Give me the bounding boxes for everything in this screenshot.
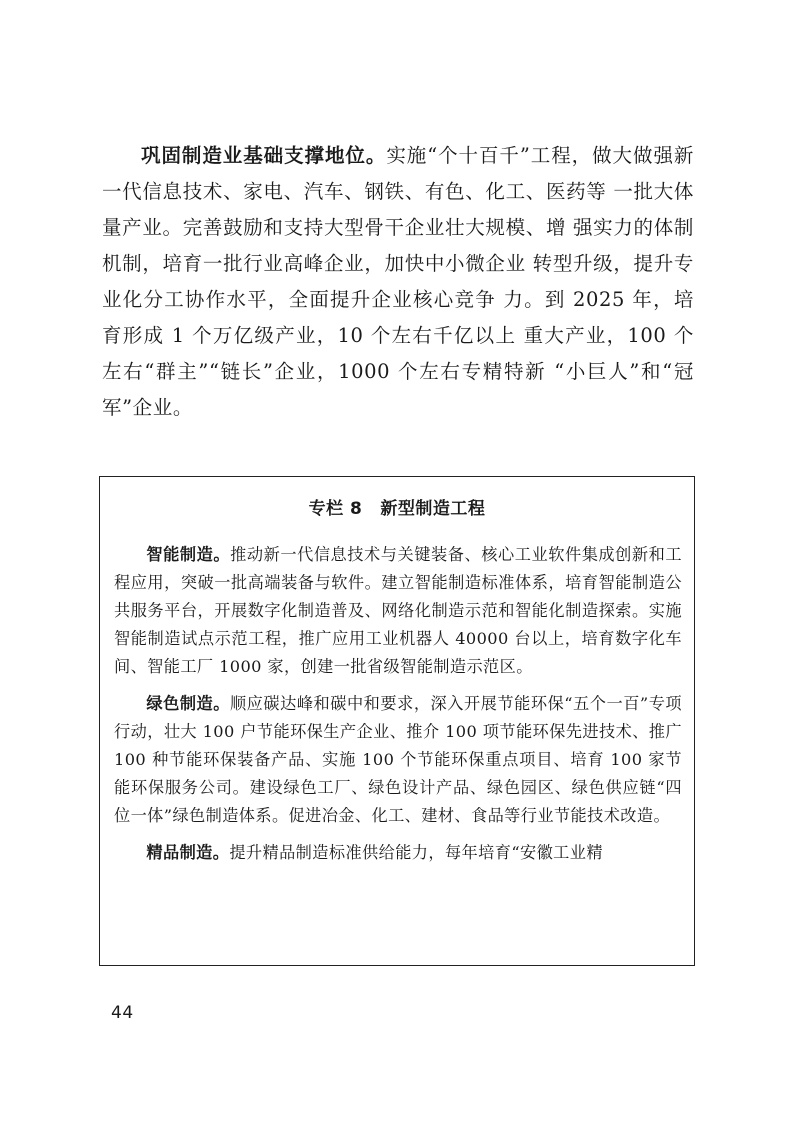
box-title-text: 新型制造工程	[380, 499, 486, 519]
box-item-lead: 智能制造。	[146, 545, 231, 564]
box-item-lead: 精品制造。	[146, 843, 230, 862]
page-number: 44	[111, 1003, 134, 1023]
paragraph-lead: 巩固制造业基础支撑地位。	[141, 144, 387, 167]
box-title-number: 专栏 8	[308, 499, 363, 519]
box-item-text: 顺应碳达峰和碳中和要求，深入开展节能环保“五个一百”专项行动，壮大 100 户节能环保生产企业、推介 100 项节能环保先进技术、推广 100 种节能环保装备产品、实施 100 个节能环保重点项目、培育 100 家节能环保服务公司。建设绿色工厂、绿色设计产品、绿色园区、绿色供应链“四位一体”绿色制造体系。促进冶金、化工、建材、食品等行业节能技术改造。	[114, 694, 683, 825]
box-item-lead: 绿色制造。	[146, 694, 230, 713]
box-title	[100, 494, 694, 519]
box-item-text: 提升精品制造标准供给能力，每年培育“安徽工业精	[229, 843, 603, 862]
box-item-quality	[114, 839, 682, 867]
body-text	[102, 138, 694, 426]
column-box	[99, 476, 695, 966]
paragraph-text: 实施“个十百千”工程，做大做强新一代信息技术、家电、汽车、钢铁、有色、化工、医药等 一批大体量产业。完善鼓励和支持大型骨干企业壮大规模、增 强实力的体制机制，培育一批行业高峰企业，加快中小微企业 转型升级，提升专业化分工协作水平，全面提升企业核心竞争 力。到 2025 年，培育形成 1 个万亿级产业，10 个左右千亿以上 重大产业，100 个左右“群主”“链长”企业，1000 个左右专精特新 “小巨人”和“冠军”企业。	[102, 144, 694, 419]
box-item-smart	[114, 541, 682, 681]
box-body	[114, 541, 682, 876]
paragraph	[102, 138, 694, 426]
box-item-text: 推动新一代信息技术与关键装备、核心工业软件集成创新和工程应用，突破一批高端装备与软件。建立智能制造标准体系，培育智能制造公共服务平台，开展数字化制造普及、网络化制造示范和智能化制造探索。实施智能制造试点示范工程，推广应用工业机器人 40000 台以上，培育数字化车间、智能工厂 1000 家，创建一批省级智能制造示范区。	[114, 545, 682, 676]
box-item-green	[114, 690, 682, 830]
